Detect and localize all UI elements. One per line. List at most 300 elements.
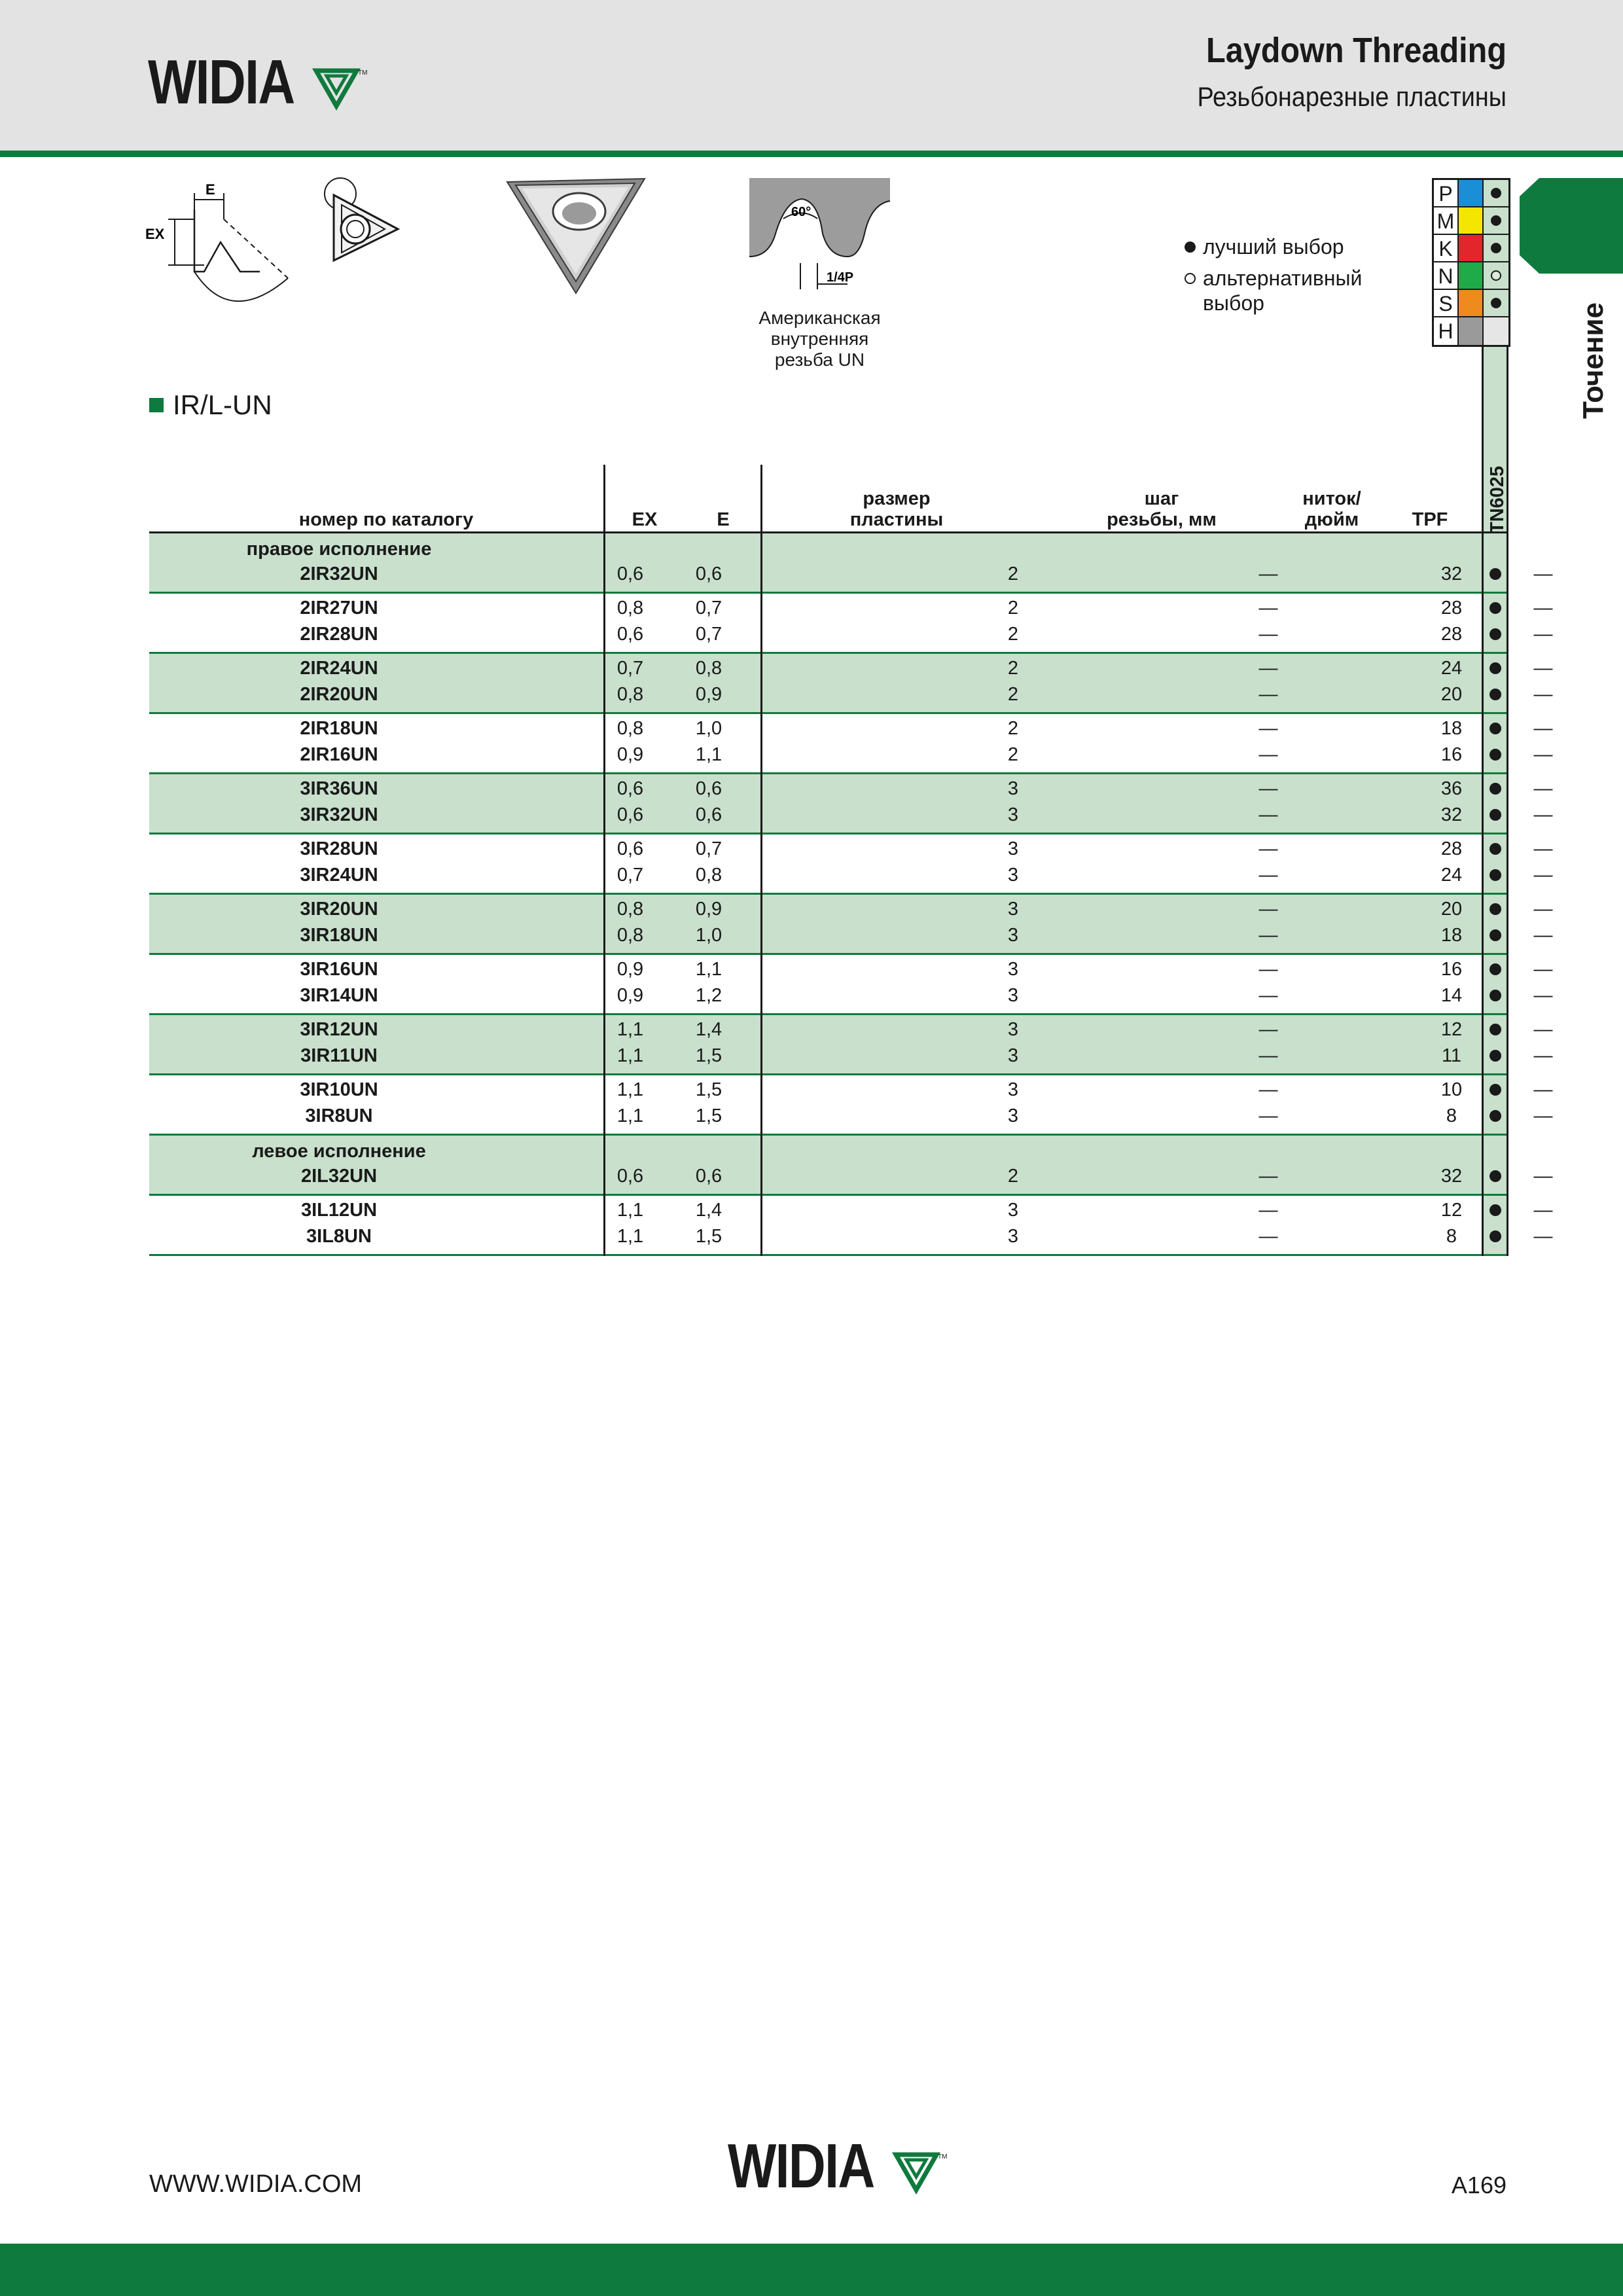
table-row-group xyxy=(149,1015,1553,1075)
best-choice-dot-icon xyxy=(1489,689,1501,700)
tpf-value: — xyxy=(1533,564,1553,584)
best-choice-dot-icon xyxy=(1491,298,1501,308)
tpi-value: 16 xyxy=(1440,744,1463,765)
tpi-value: 11 xyxy=(1441,1045,1462,1066)
page-number: A169 xyxy=(1451,2172,1507,2198)
thread-caption-line: Американская xyxy=(758,308,881,328)
pitch-value: — xyxy=(1258,1045,1278,1066)
pitch-value: — xyxy=(1258,658,1278,679)
tpf-value: — xyxy=(1533,1166,1553,1187)
tpf-value: — xyxy=(1533,1045,1553,1066)
material-row xyxy=(1434,317,1508,345)
catalog-number: 3IR28UN xyxy=(300,838,378,859)
table-row xyxy=(149,681,1553,708)
e-value: 1,5 xyxy=(695,1045,722,1066)
ex-value: 1,1 xyxy=(616,1226,644,1247)
table-row xyxy=(149,561,1553,587)
tpi-value: 12 xyxy=(1440,1019,1463,1040)
best-choice-dot-icon xyxy=(1489,843,1501,855)
divider-catalog xyxy=(603,465,605,1256)
e-value: 0,9 xyxy=(695,899,722,920)
ex-value: 1,1 xyxy=(616,1045,644,1066)
pitch-value: — xyxy=(1258,1226,1278,1247)
tpf-value: — xyxy=(1533,985,1553,1006)
grade-availability xyxy=(1483,836,1508,862)
best-choice-dot-icon xyxy=(1489,1230,1501,1242)
e-value: 1,0 xyxy=(695,718,722,739)
catalog-number: 3IR10UN xyxy=(300,1079,378,1100)
e-value: 1,4 xyxy=(695,1019,722,1040)
ex-value: 0,7 xyxy=(616,865,644,886)
material-suitability xyxy=(1484,180,1508,206)
alternative-choice-circle-icon xyxy=(1491,270,1501,281)
catalog-number: 2IR16UN xyxy=(300,744,378,765)
pitch-value: — xyxy=(1258,778,1278,799)
best-choice-dot-icon xyxy=(1489,783,1501,795)
footer-logo-text: WIDIA xyxy=(728,2131,874,2201)
legend-best xyxy=(1185,234,1362,259)
table-row xyxy=(149,1043,1553,1069)
tpi-value: 18 xyxy=(1440,718,1463,739)
table-row xyxy=(149,956,1553,982)
insert-size: 3 xyxy=(1007,865,1019,886)
tpf-value: — xyxy=(1533,1105,1553,1126)
table-row xyxy=(149,595,1553,621)
catalog-number: 3IR18UN xyxy=(300,925,378,946)
legend-alternative-label: альтернативный xyxy=(1203,266,1363,290)
material-suitability xyxy=(1484,207,1508,234)
ex-value: 1,1 xyxy=(616,1200,644,1221)
grade-availability xyxy=(1483,922,1508,948)
e-value: 0,8 xyxy=(695,865,722,886)
tpi-value: 28 xyxy=(1440,838,1463,859)
tpi-value: 28 xyxy=(1440,624,1463,645)
e-value: 0,6 xyxy=(695,778,722,799)
ex-value: 0,8 xyxy=(616,718,644,739)
thread-caption-line: резьба UN xyxy=(774,350,865,370)
thread-pitch-label: 1/4P xyxy=(827,270,854,285)
e-value: 0,6 xyxy=(695,1166,722,1187)
best-choice-dot-icon xyxy=(1491,243,1501,253)
e-value: 1,5 xyxy=(695,1079,722,1100)
un-thread-profile-diagram xyxy=(749,178,890,293)
footer-widia-triangle-icon xyxy=(893,2151,946,2198)
table-row xyxy=(149,715,1553,742)
catalog-number: 3IR8UN xyxy=(305,1105,373,1126)
table-row-group xyxy=(149,1196,1553,1256)
material-letter: P xyxy=(1434,180,1459,206)
ex-value: 0,9 xyxy=(616,744,644,765)
material-suitability xyxy=(1484,235,1508,261)
best-choice-dot-icon xyxy=(1489,869,1501,881)
logo-text: WIDIA xyxy=(148,47,294,117)
insert-size: 3 xyxy=(1007,804,1019,825)
best-choice-dot-icon xyxy=(1489,568,1501,580)
legend-alternative xyxy=(1185,266,1362,315)
tpf-value: — xyxy=(1533,1019,1553,1040)
e-value: 1,5 xyxy=(695,1105,722,1126)
e-value: 0,7 xyxy=(695,598,722,619)
table-row xyxy=(149,655,1553,681)
tpi-value: 14 xyxy=(1440,985,1463,1006)
insert-size: 2 xyxy=(1007,624,1019,645)
catalog-number: 3IL8UN xyxy=(306,1226,372,1247)
best-choice-dot-icon xyxy=(1491,188,1501,198)
catalog-number: 2IR28UN xyxy=(300,624,378,645)
best-choice-dot-icon xyxy=(1489,990,1501,1001)
footer-widia-logo xyxy=(728,2131,948,2201)
pitch-value: — xyxy=(1258,598,1278,619)
ex-value: 0,7 xyxy=(616,658,644,679)
catalog-number: 3IR11UN xyxy=(300,1045,378,1066)
table-row xyxy=(149,896,1553,922)
footer-bar xyxy=(0,2244,1623,2296)
e-value: 0,7 xyxy=(695,838,722,859)
ex-value: 0,9 xyxy=(616,985,644,1006)
tpi-value: 8 xyxy=(1446,1105,1457,1126)
material-row xyxy=(1434,207,1508,235)
material-row xyxy=(1434,180,1508,207)
ex-value: 0,6 xyxy=(616,804,644,825)
header-size-line: пластины xyxy=(849,509,944,530)
best-choice-dot-icon xyxy=(1489,602,1501,614)
grade-availability xyxy=(1483,982,1508,1009)
material-suitability xyxy=(1484,290,1508,316)
ex-value: 0,6 xyxy=(616,838,644,859)
insert-3d-view-icon xyxy=(504,175,651,296)
tpi-value: 32 xyxy=(1440,564,1463,584)
thread-caption-line: внутренняя xyxy=(770,329,869,349)
ex-value: 0,8 xyxy=(616,899,644,920)
table-row-group xyxy=(149,654,1553,714)
pitch-value: — xyxy=(1258,1079,1278,1100)
material-color-swatch xyxy=(1459,180,1484,206)
tpf-value: — xyxy=(1533,658,1553,679)
best-choice-dot-icon xyxy=(1489,1204,1501,1216)
e-value: 0,9 xyxy=(695,684,722,705)
insert-size: 3 xyxy=(1007,1226,1019,1247)
tpf-value: — xyxy=(1533,899,1553,920)
material-letter: S xyxy=(1434,290,1459,316)
insert-size: 2 xyxy=(1007,718,1019,739)
table-row-group xyxy=(149,1136,1553,1196)
header-grade: TN6025 xyxy=(1487,465,1508,533)
best-choice-dot-icon xyxy=(1489,749,1501,761)
dimension-ex-label: EX xyxy=(145,226,165,242)
material-color-swatch xyxy=(1459,207,1484,234)
table-row-group xyxy=(149,955,1553,1015)
pitch-value: — xyxy=(1258,564,1278,584)
table-row-group xyxy=(149,1075,1553,1136)
table-row-group xyxy=(149,533,1553,594)
e-value: 1,1 xyxy=(695,744,722,765)
insert-size: 3 xyxy=(1007,1079,1019,1100)
pitch-value: — xyxy=(1258,925,1278,946)
ex-value: 0,9 xyxy=(616,959,644,980)
pitch-value: — xyxy=(1258,1200,1278,1221)
material-color-swatch xyxy=(1459,262,1484,289)
tpi-value: 36 xyxy=(1440,778,1463,799)
table-row xyxy=(149,776,1553,802)
material-group-grid xyxy=(1432,178,1510,347)
tpf-value: — xyxy=(1533,1226,1553,1247)
insert-size: 2 xyxy=(1007,684,1019,705)
e-value: 1,4 xyxy=(695,1200,722,1221)
tpf-value: — xyxy=(1533,1079,1553,1100)
best-choice-dot-icon xyxy=(1489,929,1501,941)
best-choice-dot-icon xyxy=(1491,215,1501,226)
table-row xyxy=(149,1103,1553,1129)
thread-angle-label: 60° xyxy=(791,205,812,219)
catalog-number: 3IR16UN xyxy=(300,959,378,980)
catalog-number: 3IR14UN xyxy=(300,985,378,1006)
material-letter: H xyxy=(1434,317,1459,345)
pitch-value: — xyxy=(1258,959,1278,980)
pitch-value: — xyxy=(1258,684,1278,705)
header-e: E xyxy=(717,509,730,530)
page-title: Laydown Threading xyxy=(1205,31,1507,70)
material-suitability xyxy=(1484,262,1508,289)
header-catalog: номер по каталогу xyxy=(298,509,474,530)
tpi-value: 28 xyxy=(1440,598,1463,619)
ex-value: 0,6 xyxy=(616,778,644,799)
widia-triangle-icon xyxy=(313,67,366,114)
catalog-number: 2IR27UN xyxy=(300,598,378,619)
best-choice-dot-icon xyxy=(1489,1110,1501,1122)
best-choice-dot-icon xyxy=(1489,809,1501,821)
pitch-value: — xyxy=(1258,865,1278,886)
insert-size: 2 xyxy=(1007,744,1019,765)
catalog-number: 2IR20UN xyxy=(300,684,378,705)
tpi-value: 12 xyxy=(1440,1200,1463,1221)
grade-availability xyxy=(1483,802,1508,828)
grade-availability xyxy=(1483,1163,1508,1189)
tpf-value: — xyxy=(1533,684,1553,705)
table-row xyxy=(149,742,1553,768)
catalog-number: 3IR36UN xyxy=(300,778,378,799)
e-value: 0,8 xyxy=(695,658,722,679)
dimension-e-label: E xyxy=(205,181,215,198)
turning-tab-label: Точение xyxy=(1577,302,1609,419)
insert-size: 3 xyxy=(1007,1019,1019,1040)
ex-value: 1,1 xyxy=(616,1019,644,1040)
tpi-value: 20 xyxy=(1440,899,1463,920)
material-color-swatch xyxy=(1459,235,1484,261)
table-row xyxy=(149,621,1553,647)
section-title-text: IR/L-UN xyxy=(173,389,272,420)
insert-size: 3 xyxy=(1007,1105,1019,1126)
tpi-value: 10 xyxy=(1440,1079,1463,1100)
ex-value: 1,1 xyxy=(616,1105,644,1126)
turning-tab xyxy=(1520,178,1623,274)
best-choice-dot-icon xyxy=(1489,1084,1501,1096)
insert-size: 2 xyxy=(1007,658,1019,679)
table-row xyxy=(149,836,1553,862)
catalog-number: 3IR24UN xyxy=(300,865,378,886)
divider-grade-left xyxy=(1482,347,1484,1256)
ex-value: 0,6 xyxy=(616,1166,644,1187)
grade-availability xyxy=(1483,742,1508,768)
material-suitability xyxy=(1484,317,1508,345)
table-row xyxy=(149,982,1553,1009)
grade-availability xyxy=(1483,681,1508,708)
material-letter: M xyxy=(1434,207,1459,234)
e-value: 1,5 xyxy=(695,1226,722,1247)
insert-size: 2 xyxy=(1007,1166,1019,1187)
pitch-value: — xyxy=(1258,804,1278,825)
table-row-group xyxy=(149,895,1553,955)
ex-value: 0,8 xyxy=(616,925,644,946)
header-size-line: размер xyxy=(863,488,931,509)
grade-availability xyxy=(1483,1077,1508,1103)
catalog-number: 3IR12UN xyxy=(300,1019,378,1040)
material-color-swatch xyxy=(1459,290,1484,316)
ex-value: 1,1 xyxy=(616,1079,644,1100)
section-marker-icon xyxy=(149,398,164,412)
insert-geometry-diagram xyxy=(145,180,296,311)
pitch-value: — xyxy=(1258,838,1278,859)
table-row-group xyxy=(149,834,1553,895)
e-value: 0,7 xyxy=(695,624,722,645)
header-pitch-line: шаг xyxy=(1144,488,1179,509)
best-choice-dot-icon xyxy=(1489,723,1501,734)
header-tpi-line: дюйм xyxy=(1304,509,1359,530)
selection-legend xyxy=(1185,234,1362,315)
widia-logo xyxy=(148,47,368,117)
pitch-value: — xyxy=(1258,624,1278,645)
insert-size: 3 xyxy=(1007,985,1019,1006)
tpi-value: 8 xyxy=(1446,1226,1457,1247)
insert-size: 3 xyxy=(1007,1045,1019,1066)
catalog-number: 2IR32UN xyxy=(300,564,378,584)
table-row xyxy=(149,1163,1553,1189)
tpf-value: — xyxy=(1533,959,1553,980)
material-letter: K xyxy=(1434,235,1459,261)
insert-size: 3 xyxy=(1007,959,1019,980)
best-choice-dot-icon xyxy=(1489,1024,1501,1035)
tpi-value: 20 xyxy=(1440,684,1463,705)
material-color-swatch xyxy=(1459,317,1484,345)
thread-caption xyxy=(740,308,900,370)
alternative-choice-circle-icon xyxy=(1185,273,1196,284)
right-hand-label: правое исполнение xyxy=(246,539,432,560)
best-choice-dot-icon xyxy=(1489,662,1501,674)
pitch-value: — xyxy=(1258,1019,1278,1040)
svg-text:TM: TM xyxy=(357,69,368,77)
table-row xyxy=(149,802,1553,828)
best-choice-dot-icon xyxy=(1489,628,1501,640)
tpi-value: 32 xyxy=(1440,1166,1463,1187)
grade-availability xyxy=(1483,715,1508,742)
best-choice-dot-icon xyxy=(1489,963,1501,975)
ex-value: 0,8 xyxy=(616,684,644,705)
catalog-number: 2IR18UN xyxy=(300,718,378,739)
insert-size: 3 xyxy=(1007,1200,1019,1221)
tpf-value: — xyxy=(1533,925,1553,946)
pitch-value: — xyxy=(1258,718,1278,739)
tpf-value: — xyxy=(1533,778,1553,799)
insert-top-view-icon xyxy=(319,175,411,267)
section-title xyxy=(149,389,272,421)
ex-value: 0,6 xyxy=(616,564,644,584)
tpf-value: — xyxy=(1533,804,1553,825)
catalog-number: 3IL12UN xyxy=(300,1200,378,1221)
insert-size: 3 xyxy=(1007,899,1019,920)
catalog-number: 3IR32UN xyxy=(300,804,378,825)
page-subtitle: Резьбонарезные пластины xyxy=(1197,81,1507,112)
table-row xyxy=(149,1197,1553,1223)
grade-availability xyxy=(1483,956,1508,982)
tpf-value: — xyxy=(1533,865,1553,886)
table-row-group xyxy=(149,774,1553,834)
pitch-value: — xyxy=(1258,1105,1278,1126)
grade-availability xyxy=(1483,595,1508,621)
tpi-value: 16 xyxy=(1440,959,1463,980)
pitch-value: — xyxy=(1258,899,1278,920)
divider-dimensions xyxy=(760,465,762,1256)
tpf-value: — xyxy=(1533,624,1553,645)
tpf-value: — xyxy=(1533,718,1553,739)
header-pitch xyxy=(1086,488,1237,530)
footer-url: WWW.WIDIA.COM xyxy=(149,2170,363,2198)
table-row-group xyxy=(149,714,1553,774)
tpf-value: — xyxy=(1533,838,1553,859)
insert-size: 3 xyxy=(1007,838,1019,859)
legend-best-label: лучший выбор xyxy=(1203,235,1344,259)
grade-availability xyxy=(1483,1016,1508,1043)
insert-size: 3 xyxy=(1007,778,1019,799)
best-choice-dot-icon xyxy=(1489,1050,1501,1062)
insert-size: 2 xyxy=(1007,564,1019,584)
table-row xyxy=(149,1223,1553,1249)
header-divider xyxy=(0,151,1623,157)
best-choice-dot-icon xyxy=(1185,242,1196,253)
insert-size: 3 xyxy=(1007,925,1019,946)
tpi-value: 18 xyxy=(1440,925,1463,946)
table-row xyxy=(149,1077,1553,1103)
table-row xyxy=(149,922,1553,948)
grade-availability xyxy=(1483,896,1508,922)
svg-text:TM: TM xyxy=(937,2153,948,2161)
pitch-value: — xyxy=(1258,985,1278,1006)
e-value: 1,0 xyxy=(695,925,722,946)
pitch-value: — xyxy=(1258,744,1278,765)
grade-availability xyxy=(1483,655,1508,681)
pitch-value: — xyxy=(1258,1166,1278,1187)
grade-availability xyxy=(1483,561,1508,587)
e-value: 0,6 xyxy=(695,564,722,584)
ex-value: 0,8 xyxy=(616,598,644,619)
tpi-value: 24 xyxy=(1440,865,1463,886)
material-letter: N xyxy=(1434,262,1459,289)
material-row xyxy=(1434,290,1508,317)
material-row xyxy=(1434,235,1508,262)
header-ex: EX xyxy=(632,509,658,530)
header-insert-size xyxy=(831,488,962,530)
left-hand-label: левое исполнение xyxy=(252,1141,426,1162)
tpi-value: 24 xyxy=(1440,658,1463,679)
grade-availability xyxy=(1483,1197,1508,1223)
tpf-value: — xyxy=(1533,744,1553,765)
grade-availability xyxy=(1483,1043,1508,1069)
ex-value: 0,6 xyxy=(616,624,644,645)
e-value: 0,6 xyxy=(695,804,722,825)
table-row-group xyxy=(149,594,1553,654)
grade-availability xyxy=(1483,621,1508,647)
table-row xyxy=(149,862,1553,888)
e-value: 1,1 xyxy=(695,959,722,980)
grade-availability xyxy=(1483,776,1508,802)
